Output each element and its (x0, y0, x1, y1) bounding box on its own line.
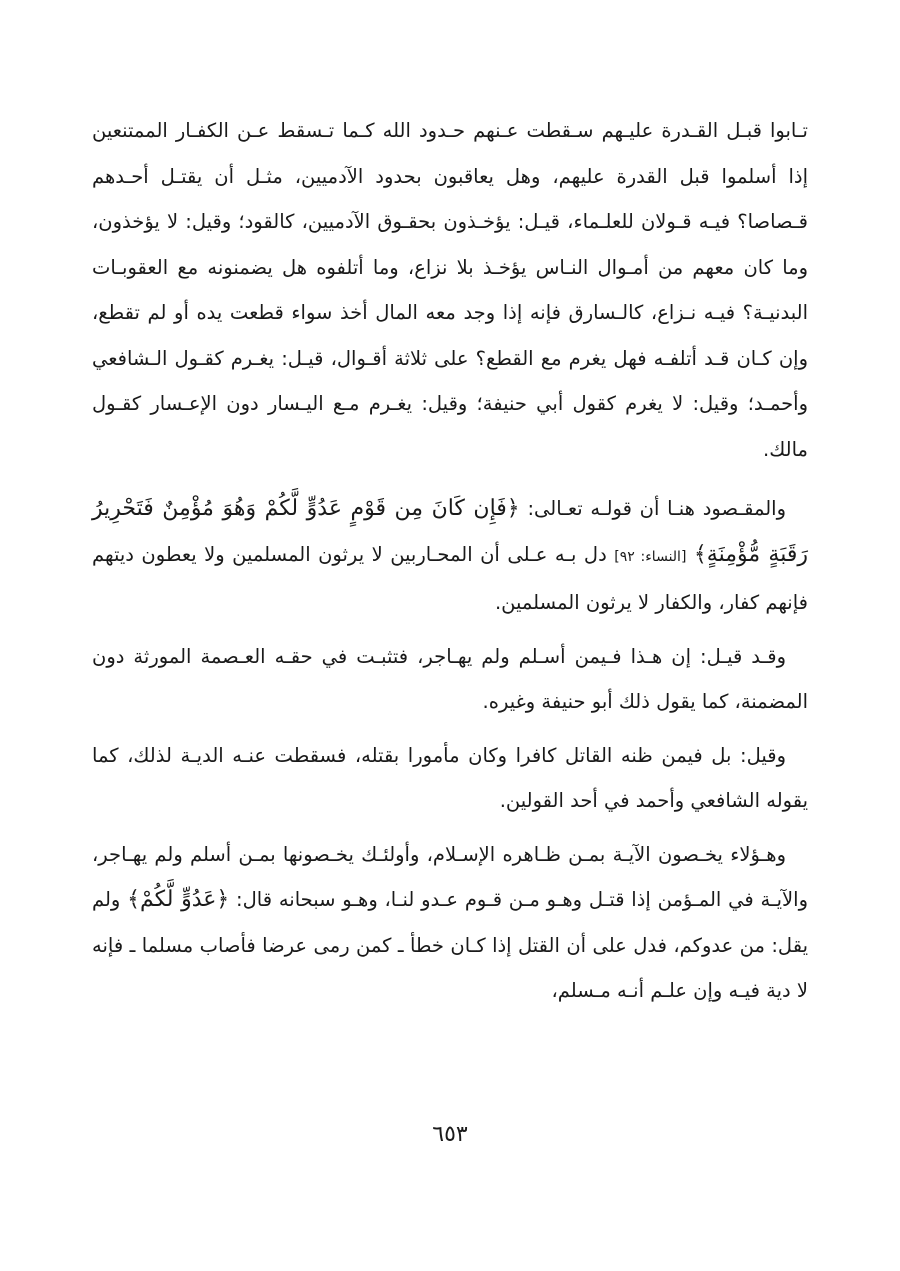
page-number: ٦٥٣ (432, 1122, 468, 1147)
paragraph-4: وقيل: بل فيمن ظنه القاتل كافرا وكان مأمورا بقتله، فسقطت عنـه الديـة لذلك، كما يقوله الشافعي وأحمد في أحد القولين. (92, 743, 808, 812)
quran-phrase: ﴿عَدُوٍّ لَّكُمْ﴾ (127, 887, 230, 912)
paragraph-2-intro: والمقـصود هنـا أن قولـه تعـالى: (519, 497, 786, 520)
paragraph-1: تـابوا قبـل القـدرة عليـهم سـقطت عـنهم حـدود الله كـما تـسقط عـن الكفـار الممتنعين إذا أسلموا قبل القدرة عليهم، وهل يعاقبون بحدود الآدميين، مثـل أن يقتـل أحـدهم قـصاصا؟ فيـه قـولان للعلـماء، قيـل: يؤخـذون بحقـوق الآدميين، كالقود؛ وقيل: لا يؤخذون، وما كان معهم من أمـوال النـاس يؤخـذ بلا نزاع، وما أتلفوه هل يضمنونه مع العقوبـات البدنيـة؟ فيـه نـزاع، كالـسارق فإنه إذا وجد معه المال أخذ سواء قطعت يده أو لم تقطع، وإن كـان قـد أتلفـه فهل يغرم مع القطع؟ على ثلاثة أقـوال، قيـل: يغـرم كقـول الـشافعي وأحمـد؛ وقيل: لا يغرم كقول أبي حنيفة؛ وقيل: يغـرم مـع اليـسار دون الإعـسار كقـول مالك. (92, 119, 808, 461)
quran-verse: ﴿فَإِن كَانَ مِن قَوْمٍ عَدُوٍّ لَّكُمْ وَهُوَ مُؤْمِنٌ فَتَحْرِيرُ رَقَبَةٍ مُّؤْمِنَةٍ﴾ (92, 496, 808, 567)
body-text (92, 108, 808, 1014)
paragraph-2-rest: دل بـه عـلى أن المحـاربين لا يرثون المسلمين ولا يعطون ديتهم فإنهم كفار، والكفار لا يرثون المسلمين. (92, 542, 808, 614)
paragraph-5-rest: ولم يقل: من عدوكم، فدل على أن القتل إذا كـان خطأ ـ كمن رمى عرضا فأصاب مسلما ـ فإنه لا دية فيـه وإن علـم أنـه مـسلم، (92, 888, 808, 1002)
verse-citation: [النساء: ٩٢] (614, 548, 687, 565)
paragraph-5-intro: وهـؤلاء يخـصون الآيـة بمـن ظـاهره الإسـلام، وأولئـك يخـصونها بمـن أسلم ولم يهـاجر، والآيـة في المـؤمن إذا قتـل وهـو مـن قـوم عـدو لنـا، وهـو سبحانه قال: (92, 842, 808, 911)
paragraph-5 (92, 832, 808, 1014)
paragraph-2 (92, 486, 808, 626)
paragraph-3: وقـد قيـل: إن هـذا فـيمن أسـلم ولم يهـاجر، فتثبـت في حقـه العـصمة المورثة دون المضمنة، كما يقول ذلك أبو حنيفة وغيره. (92, 644, 808, 713)
